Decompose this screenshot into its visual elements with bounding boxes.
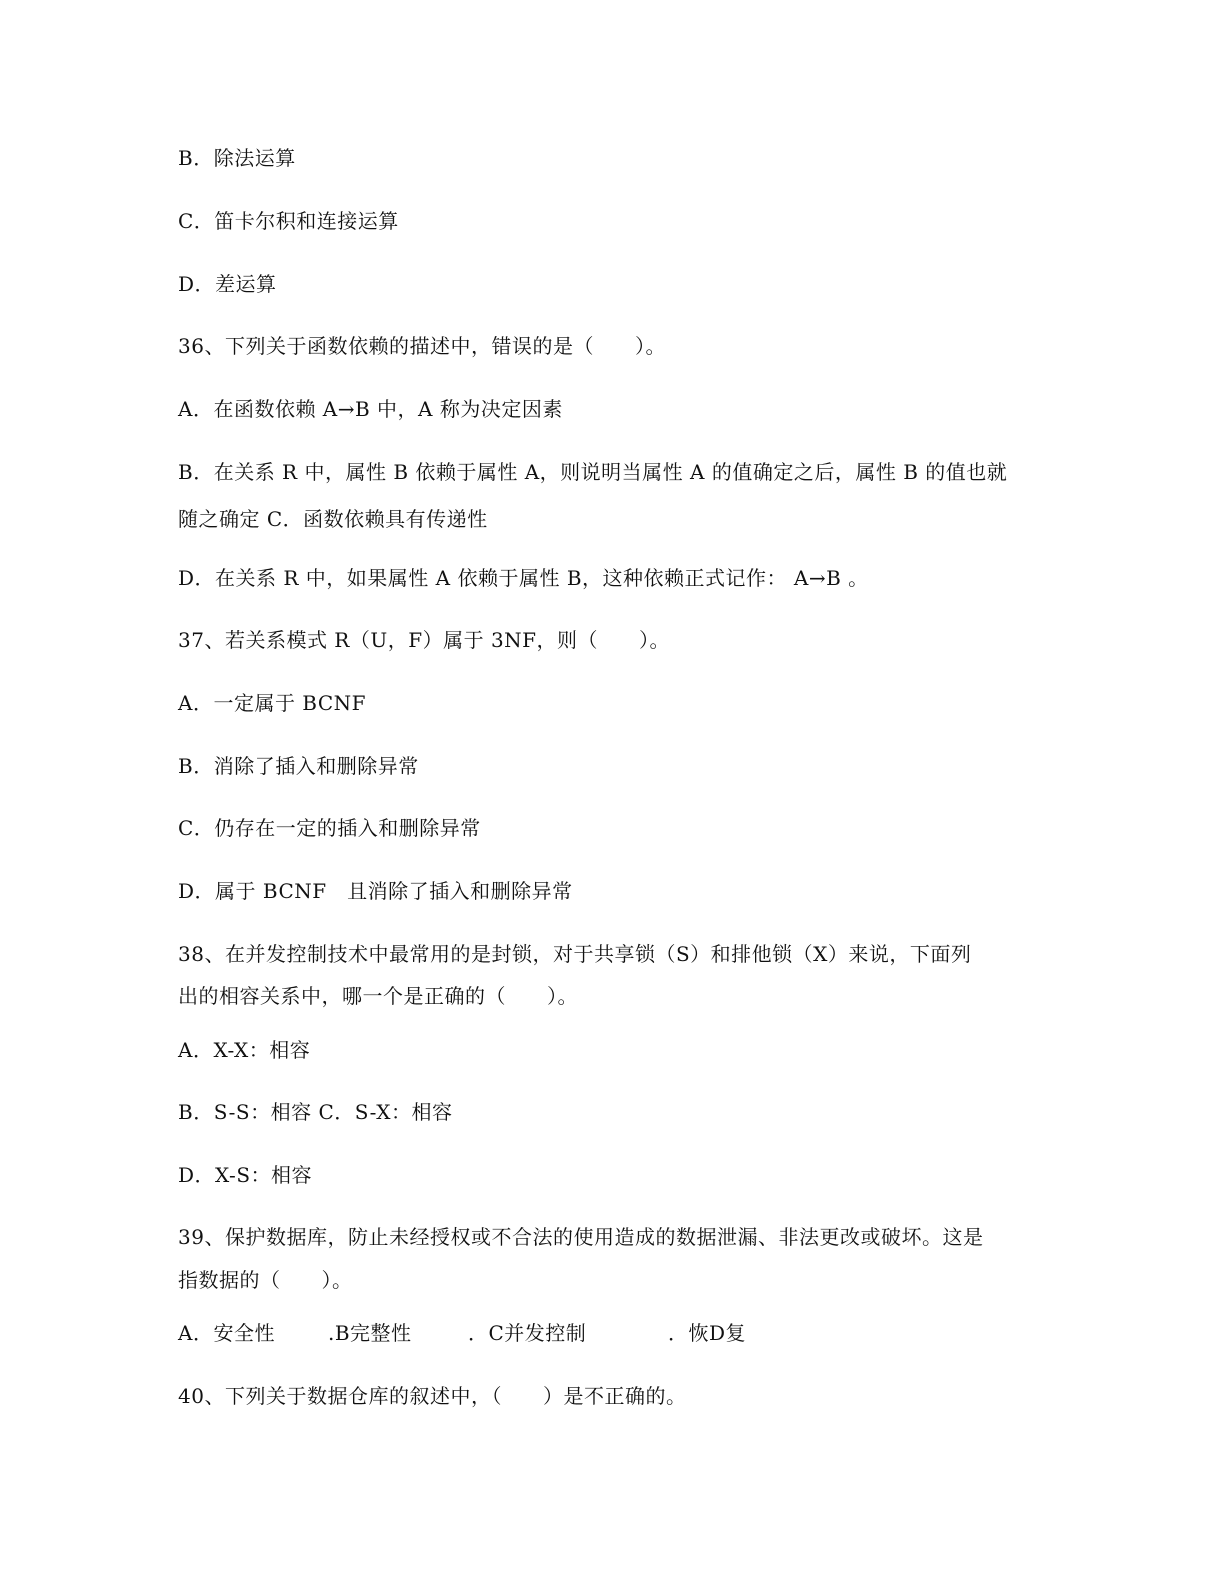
q40-stem: 40、下列关于数据仓库的叙述中，（ ）是不正确的。 [178,1384,687,1408]
q38-option-d: D．X-S：相容 [178,1163,313,1187]
q38-option-a: A．X-X：相容 [178,1038,311,1062]
q39-option-d: ．恢D复 [668,1321,747,1345]
q39-option-a: A．安全性 [178,1321,275,1345]
q37-option-a: A．一定属于 BCNF [178,691,367,715]
q38-stem-line2: 出的相容关系中，哪一个是正确的（ ）。 [178,984,578,1008]
q36-option-d: D．在关系 R 中，如果属性 A 依赖于属性 B，这种依赖正式记作： A→B 。 [178,566,869,590]
q36-option-b-line1: B．在关系 R 中，属性 B 依赖于属性 A，则说明当属性 A 的值确定之后，属性 B 的值也就 [178,460,1008,484]
q35-option-c: C．笛卡尔积和连接运算 [178,209,399,233]
q39-stem-line1: 39、保护数据库，防止未经授权或不合法的使用造成的数据泄漏、非法更改或破坏。这是 [178,1225,984,1249]
q39-option-c: ．C并发控制 [468,1321,587,1345]
q39-stem-line2: 指数据的（ ）。 [178,1268,353,1292]
q38-option-b-c: B．S-S：相容 C．S-X：相容 [178,1100,453,1124]
q37-stem: 37、若关系模式 R（U，F）属于 3NF，则（ ）。 [178,628,671,652]
q37-option-d: D．属于 BCNF 且消除了插入和删除异常 [178,879,573,903]
q36-option-b-line2: 随之确定 C．函数依赖具有传递性 [178,507,488,531]
q39-options [178,1321,1058,1345]
q36-option-a: A．在函数依赖 A→B 中，A 称为决定因素 [178,397,563,421]
q35-option-b: B．除法运算 [178,146,296,170]
q37-option-c: C．仍存在一定的插入和删除异常 [178,816,481,840]
q39-option-b: .B完整性 [328,1321,412,1345]
q36-stem: 36、下列关于函数依赖的描述中，错误的是（ ）。 [178,334,666,358]
q35-option-d: D．差运算 [178,272,277,296]
q38-stem-line1: 38、在并发控制技术中最常用的是封锁，对于共享锁（S）和排他锁（X）来说，下面列 [178,942,972,966]
q37-option-b: B．消除了插入和删除异常 [178,754,419,778]
